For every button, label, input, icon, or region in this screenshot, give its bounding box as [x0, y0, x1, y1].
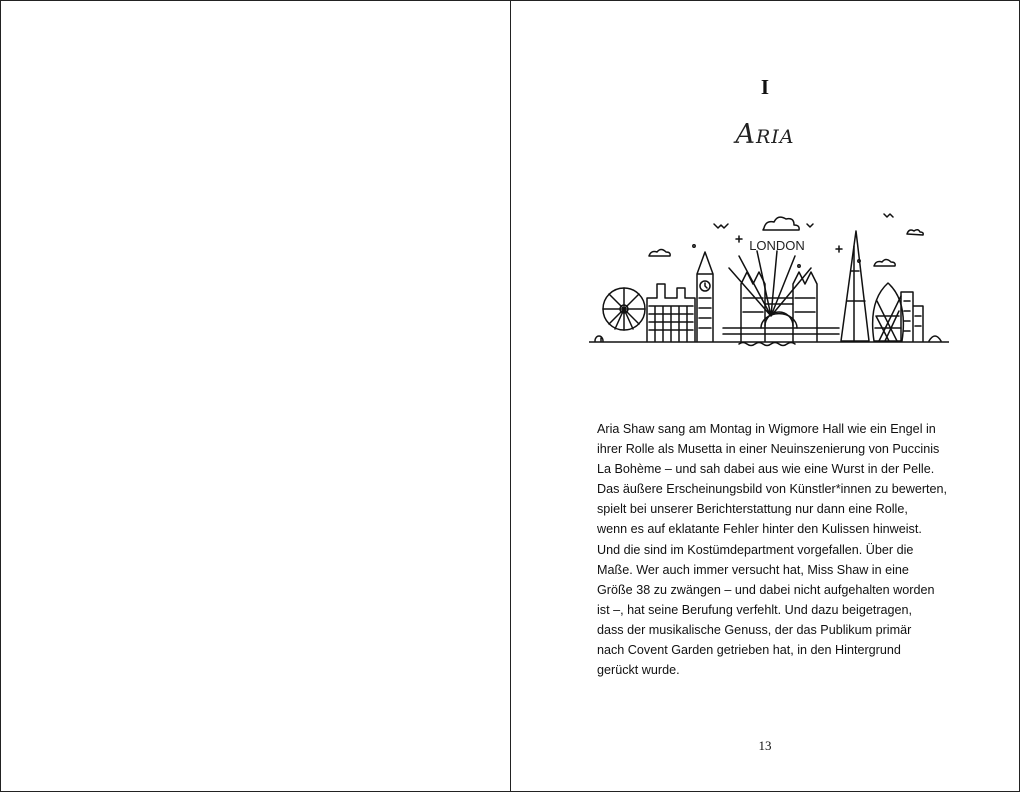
paragraph-line: Maße. Wer auch immer versucht hat, Miss Shaw in eine: [597, 562, 909, 577]
cloud-icon: [763, 217, 799, 230]
tower-bridge: [741, 272, 765, 341]
paragraph-line: wenn es auf eklatante Fehler hinter den Kulissen hinweist.: [597, 522, 922, 537]
paragraph-line: Größe 38 zu zwängen – und dabei nicht aufgehalten worden: [597, 582, 935, 597]
star-icon: [736, 236, 742, 242]
bird-icon: [884, 214, 893, 217]
chapter-title: Aria: [735, 119, 795, 150]
paragraph-line: nach Covent Garden getrieben hat, in den Hintergrund: [597, 643, 901, 658]
cloud-icon: [649, 250, 670, 257]
paragraph-line: spielt bei unserer Berichterstattung nur dann eine Rolle,: [597, 502, 908, 517]
chapter-paragraph: [597, 419, 957, 680]
bird-icon: [807, 224, 813, 227]
left-page: [0, 0, 511, 792]
paragraph-line: gerückt wurde.: [597, 663, 680, 678]
right-page: [510, 0, 1020, 792]
paragraph-line: Aria Shaw sang am Montag in Wigmore Hall wie ein Engel in: [597, 422, 936, 436]
paragraph-line: dass der musikalische Genuss, der das Publikum primär: [597, 622, 912, 637]
cloud-icon: [907, 230, 923, 235]
chapter-number: I: [760, 75, 770, 99]
star-icon: [798, 265, 800, 267]
paragraph-line: ist –, hat seine Berufung verfehlt. Und dazu beigetragen,: [597, 602, 913, 617]
cloud-icon: [874, 260, 895, 267]
paragraph-line: Und die sind im Kostümdepartment vorgefallen. Über die: [597, 542, 914, 557]
star-icon: [836, 246, 842, 252]
bird-icon: [714, 224, 728, 228]
shard-tower: [841, 231, 869, 341]
star-icon: [693, 245, 695, 247]
paragraph-line: Das äußere Erscheinungsbild von Künstler*innen zu bewerten,: [597, 482, 948, 497]
illustration-label: LONDON: [749, 238, 805, 253]
london-skyline-illustration: [589, 206, 949, 351]
page-number: 13: [758, 738, 772, 753]
paragraph-line: ihrer Rolle als Musetta in einer Neuinszenierung von Puccinis: [597, 442, 940, 457]
paragraph-line: La Bohème – und sah dabei aus wie eine Wurst in der Pelle.: [597, 462, 935, 477]
